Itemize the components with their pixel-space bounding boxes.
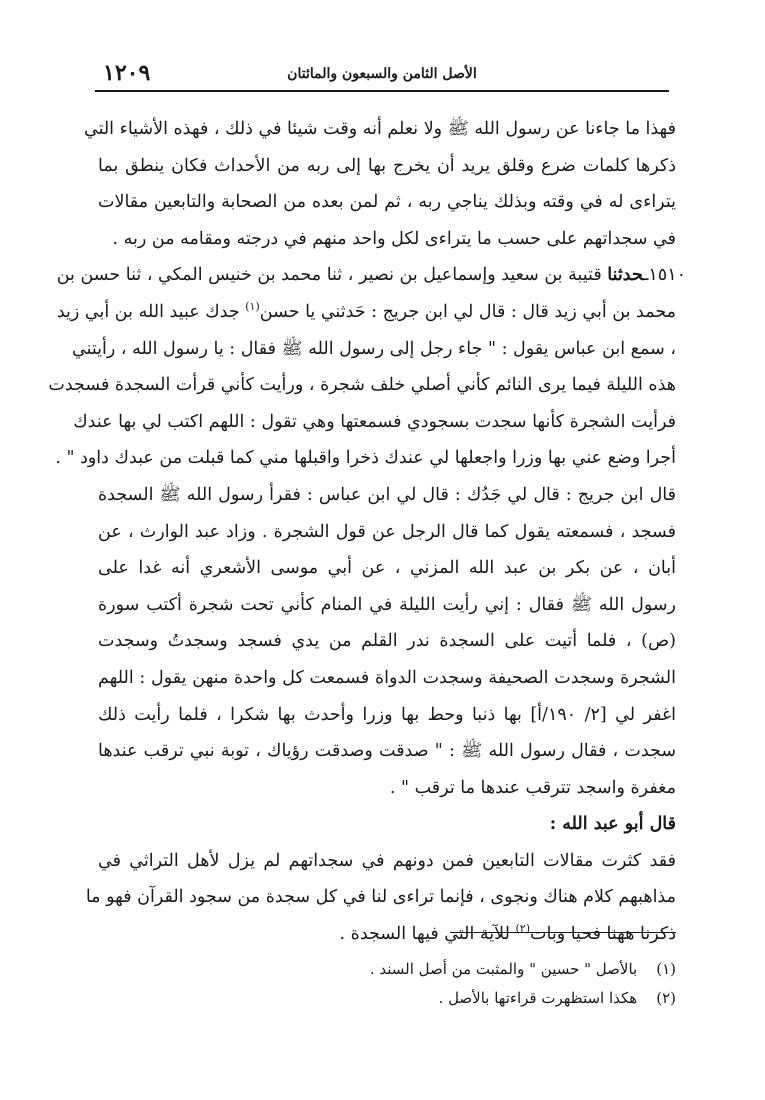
hadith-line: هذه الليلة فيما يرى النائم كأني أصلي خلف شجرة ، ورأيت كأني قرأت السجدة فسجدت xyxy=(48,375,676,396)
narration-line: أبان ، عن بكر بن عبد الله المزني ، عن أبي موسى الأشعري أنه غدا على xyxy=(98,558,676,579)
running-title: الأصل الثامن والسبعون والمائتان xyxy=(287,66,477,82)
narration-line: قال ابن جريج : قال لي جَدُك : قال لي ابن عباس : فقرأ رسول الله ﷺ السجدة xyxy=(98,484,676,505)
footnote-ref: (١) xyxy=(245,300,260,314)
text-line: يتراءى له في وقته وبذلك يناجي ربه ، ثم لمن بعده من الصحابة والتابعين مقالات xyxy=(98,192,676,213)
hadith-line: فرأيت الشجرة كأنها سجدت بسجودي فسمعتها وهي تقول : اللهم اكتب لي بها عندك xyxy=(73,411,676,432)
footnote-marker: (٢) xyxy=(656,989,676,1007)
text-line: فهذا ما جاءنا عن رسول الله ﷺ ولا نعلم أنه وقت شيئا في ذلك ، فهذه الأشياء التي xyxy=(83,119,676,139)
hadith-first-line xyxy=(56,257,686,294)
footnotes xyxy=(110,955,676,1013)
page-header xyxy=(95,58,669,92)
footnote-ref: (٢) xyxy=(515,922,531,936)
footnote-separator xyxy=(450,932,676,933)
footnote-text: هكذا استظهرت قراءتها بالأصل . xyxy=(438,989,638,1007)
text-line: في سجداتهم على حسب ما يتراءى لكل واحد منهم في درجته ومقامه من ربه . xyxy=(112,228,676,249)
hadith-lead: حدثنا xyxy=(607,265,644,286)
hadith-isnad: قتيبة بن سعيد وإسماعيل بن نصير ، ثنا محمد بن خنيس المكي ، ثنا حسن بن xyxy=(56,265,602,286)
text-line: ذكرها كلمات ضرع وقلق يريد أن يخرج بها إلى ربه من الأحداث فكان ينطق بما xyxy=(98,155,676,176)
header-rule xyxy=(95,90,669,92)
hadith-line: أجرا وضع عني بها وزرا واجعلها لي عندك ذخرا واقبلها مني كما قبلت من عبدك داود " . xyxy=(55,448,676,469)
narration-line: مغفرة واسجد تترقب عندها ما ترقب " . xyxy=(389,777,676,798)
hadith-line xyxy=(56,294,676,331)
section-heading: قال أبو عبد الله : xyxy=(549,814,676,835)
closing-line: فقد كثرت مقالات التابعين فمن دونهم في سجداتهم لم يزل لأهل التراثي في xyxy=(98,850,676,871)
narration-line: رسول الله ﷺ فقال : إني رأيت الليلة في المنام كأني تحت شجرة أكتب سورة xyxy=(98,594,676,615)
page-number: ١٢٠٩ xyxy=(103,60,151,86)
hadith-line-part: محمد بن أبي زيد قال : قال لي ابن جريج : حَدثني يا حسن xyxy=(259,301,676,322)
closing-line-part: ذكرنا ههنا فحيا وبات xyxy=(530,924,676,945)
narration-line: فسجد ، فسمعته يقول كما قال الرجل عن قول الشجرة . وزاد عبد الوارث ، عن xyxy=(98,521,676,542)
closing-line-part: للآية التي فيها السجدة . xyxy=(339,924,516,945)
footnote xyxy=(110,955,676,984)
hadith-number: ١٥١٠ـ xyxy=(643,265,686,286)
main-text xyxy=(48,111,686,953)
closing-line: مذاهبهم كلام هناك ونجوى ، فإنما تراءى لنا في كل سجدة من سجود القرآن فهو ما xyxy=(85,887,676,908)
hadith-line: ، سمع ابن عباس يقول : " جاء رجل إلى رسول الله ﷺ فقال : يا رسول الله ، رأيتني xyxy=(72,338,676,359)
closing-line xyxy=(98,916,676,953)
footnote-marker: (١) xyxy=(656,960,676,978)
footnote xyxy=(110,984,676,1013)
narration-line: الشجرة وسجدت الصحيفة وسجدت الدواة فسمعت كل واحدة منهن يقول : اللهم xyxy=(98,667,676,688)
narration-line: اغفر لي [٢/ ١٩٠/أ] بها ذنبا وحط بها وزرا وأحدث بها شكرا ، فلما رأيت ذلك xyxy=(98,704,676,725)
narration-line: سجدت ، فقال رسول الله ﷺ : " صدقت وصدقت رؤياك ، توبة نبي ترقب عندها xyxy=(98,741,676,762)
hadith-line-part: جدك عبيد الله بن أبي زيد xyxy=(56,301,246,322)
footnote-text: بالأصل " حسين " والمثبت من أصل السند . xyxy=(369,960,638,978)
narration-line: (ص) ، فلما أتيت على السجدة ندر القلم من يدي فسجد وسجدتُ وسجدت xyxy=(98,631,676,652)
